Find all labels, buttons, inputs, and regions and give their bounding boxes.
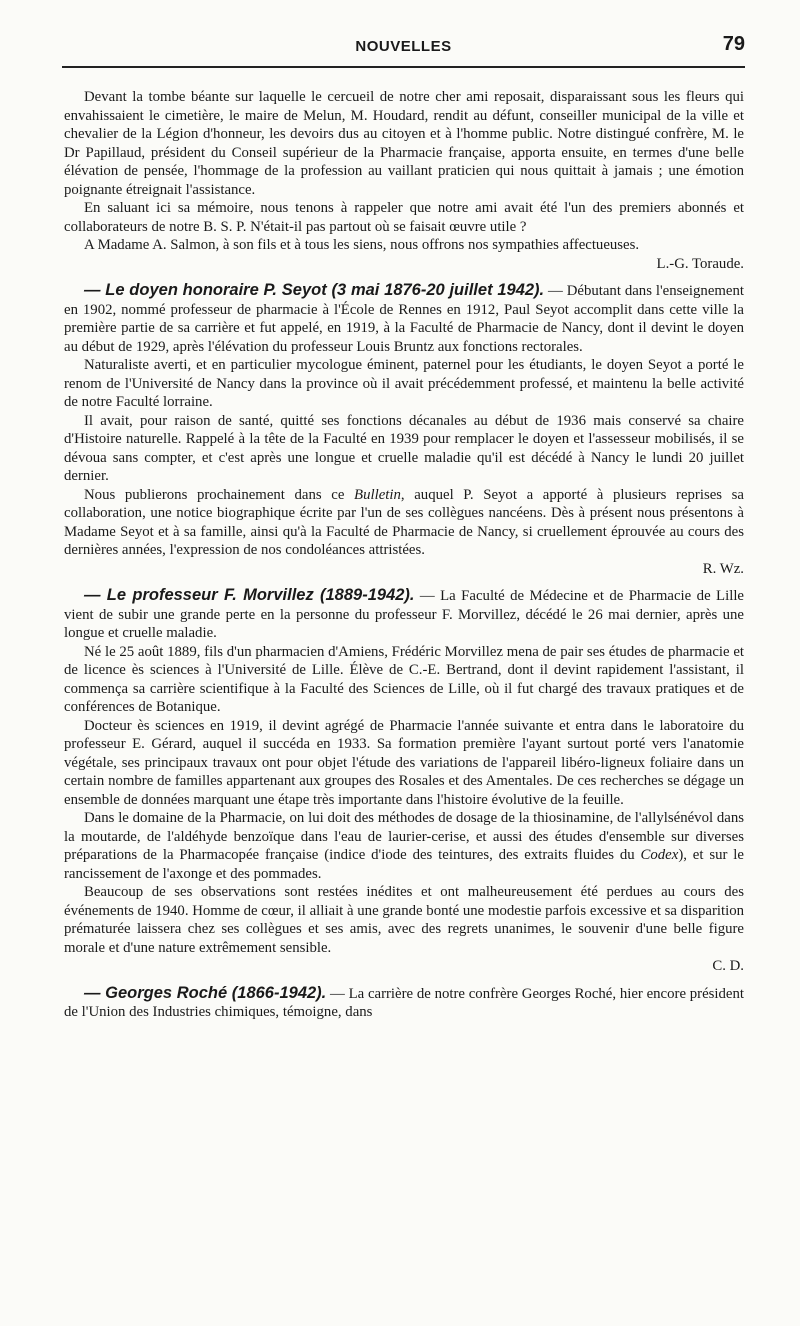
roche-heading-tail: — La carrière de notre confrère Georges Roché, hier encore président de l'Union des Industries chimiques, témoigne, dans xyxy=(64,985,744,1020)
salmon-paragraph-1: Devant la tombe béante sur laquelle le cercueil de notre cher ami reposait, disparaissant sous les fleurs qui envahissaient le cimetière, le maire de Melun, M. Houdard, rendit au défunt, conseiller municipal de la ville et chevalier de la Légion d'honneur, les devoirs dus au citoyen et à l'homme public. Notre distingué confrère, M. le Dr Papillaud, président du Conseil supérieur de la Pharmacie française, apporta ensuite, en termes d'une belle élévation de pensée, l'hommage de la profession au vaillant praticien qui nous quittait à jamais ; une émotion poignante étreignait l'assistance. xyxy=(64,89,744,198)
seyot-p4-a: Nous publierons prochainement dans ce xyxy=(84,486,355,503)
morvillez-paragraph-4 xyxy=(64,809,744,883)
salmon-signature: L.-G. Toraude. xyxy=(656,255,744,272)
seyot-p4-italic: Bulletin xyxy=(354,486,401,503)
morvillez-signature: C. D. xyxy=(712,958,744,974)
article-body xyxy=(64,88,744,1022)
salmon-paragraph-3-text: A Madame A. Salmon, à son fils et à tous les siens, nous offrons nos sympathies affectueuses. xyxy=(84,237,640,253)
morvillez-heading: — Le professeur F. Morvillez (1889-1942). xyxy=(84,586,415,604)
seyot-heading: — Le doyen honoraire P. Seyot (3 mai 1876-20 juillet 1942). xyxy=(84,281,545,299)
salmon-paragraph-3 xyxy=(64,236,744,273)
roche-paragraph-1 xyxy=(64,984,744,1022)
running-header xyxy=(62,30,745,68)
seyot-paragraph-1 xyxy=(64,281,744,356)
morvillez-p5-text: Beaucoup de ses observations sont restées inédites et ont malheureusement été perdues au cours des événements de 1940. Homme de cœur, il alliait à une grande bonté une modestie parfois excessive et sa disparition prématurée laissera chez ses collègues et ses amis, avec des regrets unanimes, le souvenir d'une belle figure morale et d'une nature extrêmement sensible. xyxy=(64,884,744,956)
morvillez-paragraph-2: Né le 25 août 1889, fils d'un pharmacien d'Amiens, Frédéric Morvillez mena de pair ses études de pharmacie et de licence ès sciences à l'Université de Lille. Élève de C.-E. Bertrand, dont il devint rapidement l'assistant, il commença sa carrière scientifique à la Faculté des Sciences de Lille, où il fut chargé des travaux pratiques et de conférences de Botanique. xyxy=(64,643,744,715)
morvillez-p4-b: ), et sur le rancissement de l'axonge et des pommades. xyxy=(64,847,744,882)
seyot-paragraph-3: Il avait, pour raison de santé, quitté ses fonctions décanales au début de 1936 mais conservé sa chaire d'Histoire naturelle. Rappelé à la tête de la Faculté en 1939 pour remplacer le doyen et l'assesseur mobilisés, il se dévoua sans compter, et c'est après une longue et cruelle maladie qu'il est décédé à Nancy le lundi 20 juillet dernier. xyxy=(64,412,744,484)
seyot-paragraph-4 xyxy=(64,486,744,579)
salmon-paragraph-2: En saluant ici sa mémoire, nous tenons à rappeler que notre ami avait été l'un des premiers abonnés et collaborateurs de notre B. S. P. N'était-il pas partout où se faisait œuvre utile ? xyxy=(64,200,744,235)
seyot-paragraph-2: Naturaliste averti, et en particulier mycologue éminent, paternel pour les étudiants, le doyen Seyot a porté le renom de l'Université de Nancy dans la province où il avait précédemment professé, et maintenu la belle activité de notre Faculté lorraine. xyxy=(64,357,744,410)
morvillez-paragraph-5 xyxy=(64,883,744,976)
seyot-heading-tail: — Débutant dans l'enseignement en 1902, nommé professeur de pharmacie à l'École de Rennes en 1912, Paul Seyot accomplit dans cette ville la première partie de sa carrière et fut appelé, en 1919, à la Faculté de Pharmacie de Nancy, dont il devint le doyen au début de 1929, après l'élévation du professeur Louis Bruntz aux fonctions rectorales. xyxy=(64,283,744,355)
seyot-signature: R. Wz. xyxy=(702,560,744,577)
morvillez-paragraph-3: Docteur ès sciences en 1919, il devint agrégé de Pharmacie l'année suivante et entra dans le laboratoire du professeur E. Gérard, auquel il succéda en 1933. Sa formation première l'ayant surtout porté vers l'anatomie végétale, ses principaux travaux ont pour objet l'étude des variations de l'appareil libéro-ligneux foliaire dans un certain nombre de familles appartenant aux groupes des Rosales et des Amentales. De ces recherches se dégage un ensemble de données marquant une étape très importante dans l'histoire évolutive de la feuille. xyxy=(64,717,744,808)
page-number: 79 xyxy=(722,33,745,55)
morvillez-heading-tail: — La Faculté de Médecine et de Pharmacie de Lille vient de subir une grande perte en la personne du professeur F. Morvillez, décédé le 26 mai dernier, après une longue et cruelle maladie. xyxy=(64,588,744,641)
running-title: NOUVELLES xyxy=(355,38,452,55)
morvillez-p4-a: Dans le domaine de la Pharmacie, on lui doit des méthodes de dosage de la thiosinamine, de l'allylsénévol dans la moutarde, de l'aldéhyde benzoïque dans l'eau de laurier-cerise, et aussi des études d'ensemble sur diverses préparations de la Pharmacopée française (indice d'iode des teintures, des extraits fluides du xyxy=(64,810,744,863)
morvillez-paragraph-1 xyxy=(64,586,744,643)
roche-heading: — Georges Roché (1866-1942). xyxy=(84,983,327,1002)
seyot-p4-b: , auquel P. Seyot a apporté à plusieurs reprises sa collaboration, une notice biographique écrite par l'un de ses collègues nancéens. Dès à présent nous présentons à Madame Seyot et à sa famille, ainsi qu'à la Faculté de Pharmacie de Nancy, si cruellement éprouvée au cours des dernières années, l'expression de nos condoléances attristées. xyxy=(64,486,744,558)
morvillez-p4-italic: Codex xyxy=(640,847,679,863)
